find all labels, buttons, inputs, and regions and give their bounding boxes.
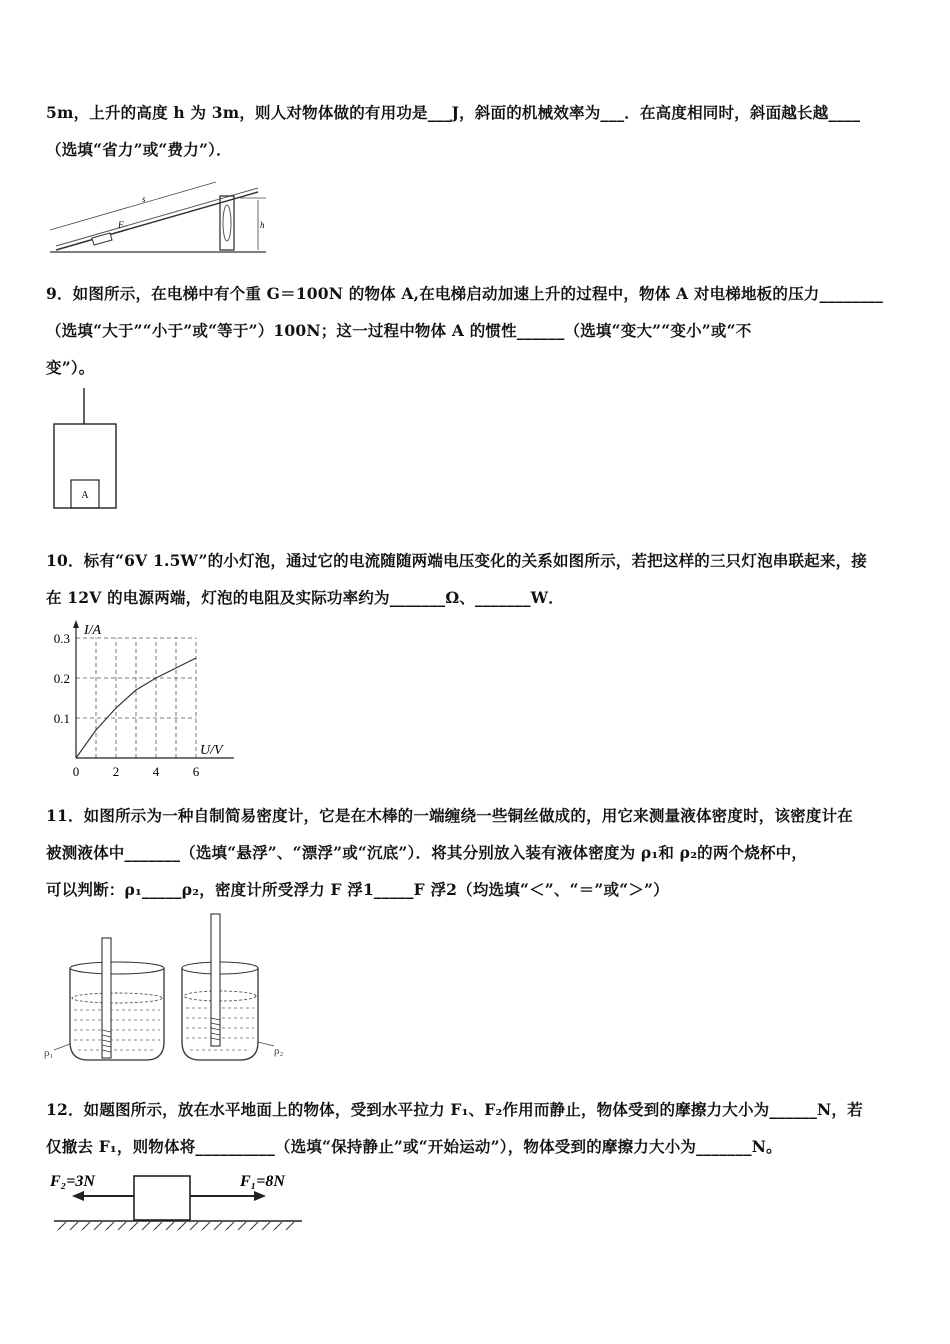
q12-text-line-1: 12．如题图所示，放在水平地面上的物体，受到水平拉力 F₁、F₂作用而静止，物体受到的摩擦力大小为______N，若 (46, 1100, 863, 1119)
h-label: h (260, 220, 265, 230)
f1-label: F₁=8N (240, 1173, 285, 1190)
y-tick-label: 0.3 (53, 631, 70, 646)
incline-figure (44, 172, 274, 256)
y-axis-label: I/A (84, 623, 102, 638)
beaker-2 (182, 914, 283, 1060)
iu-chart (44, 616, 244, 786)
y-tick-label: 0.1 (53, 711, 70, 726)
rho2-label: ρ₂ (274, 1045, 284, 1057)
support-hole (223, 205, 231, 241)
x-axis-label: U/V (200, 743, 223, 758)
hydrometer-figure (42, 910, 302, 1070)
y-axis-arrow (73, 620, 79, 628)
q12-text-line-2: 仅撤去 F₁，则物体将__________（选填“保持静止”或“开始运动”），物体受到的摩擦力大小为_______N。 (46, 1137, 782, 1156)
rho1-label: ρ₁ (44, 1047, 54, 1059)
x-tick-label: 2 (112, 764, 120, 779)
ground-hatch (58, 1222, 294, 1230)
q11-text-line-2: 被测液体中_______（选填“悬浮”、“漂浮”或“沉底”）．将其分别放入装有液体密度为 ρ₁和 ρ₂的两个烧杯中， (46, 843, 808, 862)
y-tick-label: 0.2 (53, 671, 70, 686)
incline-surface-top (56, 188, 258, 246)
q9-text-line-1: 9．如图所示，在电梯中有个重 G＝100N 的物体 A,在电梯启动加速上升的过程中，物体 A 对电梯地板的压力________ (46, 284, 884, 303)
q11-text-line-3: 可以判断：ρ₁_____ρ₂，密度计所受浮力 F 浮1_____F 浮2（均选填“＜”、“＝”或“＞”） (46, 880, 669, 899)
q11-text-line-1: 11．如图所示为一种自制简易密度计，它是在木棒的一端缠绕一些铜丝做成的，用它来测量液体密度时，该密度计在 (46, 806, 853, 825)
s-label: s (142, 194, 146, 204)
beaker-1 (44, 938, 164, 1060)
f-label: F (118, 220, 124, 230)
q8-text-line-1: 5m，上升的高度 h 为 3m，则人对物体做的有用功是___J，斜面的机械效率为___．在高度相同时，斜面越长越____ (46, 103, 861, 122)
s-dimension-line (50, 182, 216, 230)
q9-text-line-3: 变”）。 (46, 358, 95, 377)
x-tick-label: 6 (192, 764, 200, 779)
force-f-arrow (112, 230, 126, 234)
support-block (220, 196, 234, 250)
q8-text-line-2: （选填“省力”或“费力”）． (46, 140, 232, 159)
x-tick-label: 4 (152, 764, 160, 779)
f2-label: F₂=3N (50, 1173, 95, 1190)
x-tick-label: 0 (72, 764, 80, 779)
friction-object (134, 1176, 190, 1220)
elevator-figure (50, 388, 122, 512)
friction-figure (50, 1168, 310, 1232)
q10-text-line-2: 在 12V 的电源两端，灯泡的电阻及实际功率约为_______Ω、_______W． (46, 588, 564, 607)
object-a-label: A (81, 490, 89, 501)
q9-text-line-2: （选填“大于”“小于”或“等于”）100N；这一过程中物体 A 的惯性______（选填“变大”“变小”或“不 (46, 321, 752, 340)
q10-text-line-1: 10．标有“6V 1.5W”的小灯泡，通过它的电流随随两端电压变化的关系如图所示，若把这样的三只灯泡串联起来，接 (46, 551, 867, 570)
hydrometer-2 (211, 914, 220, 1046)
